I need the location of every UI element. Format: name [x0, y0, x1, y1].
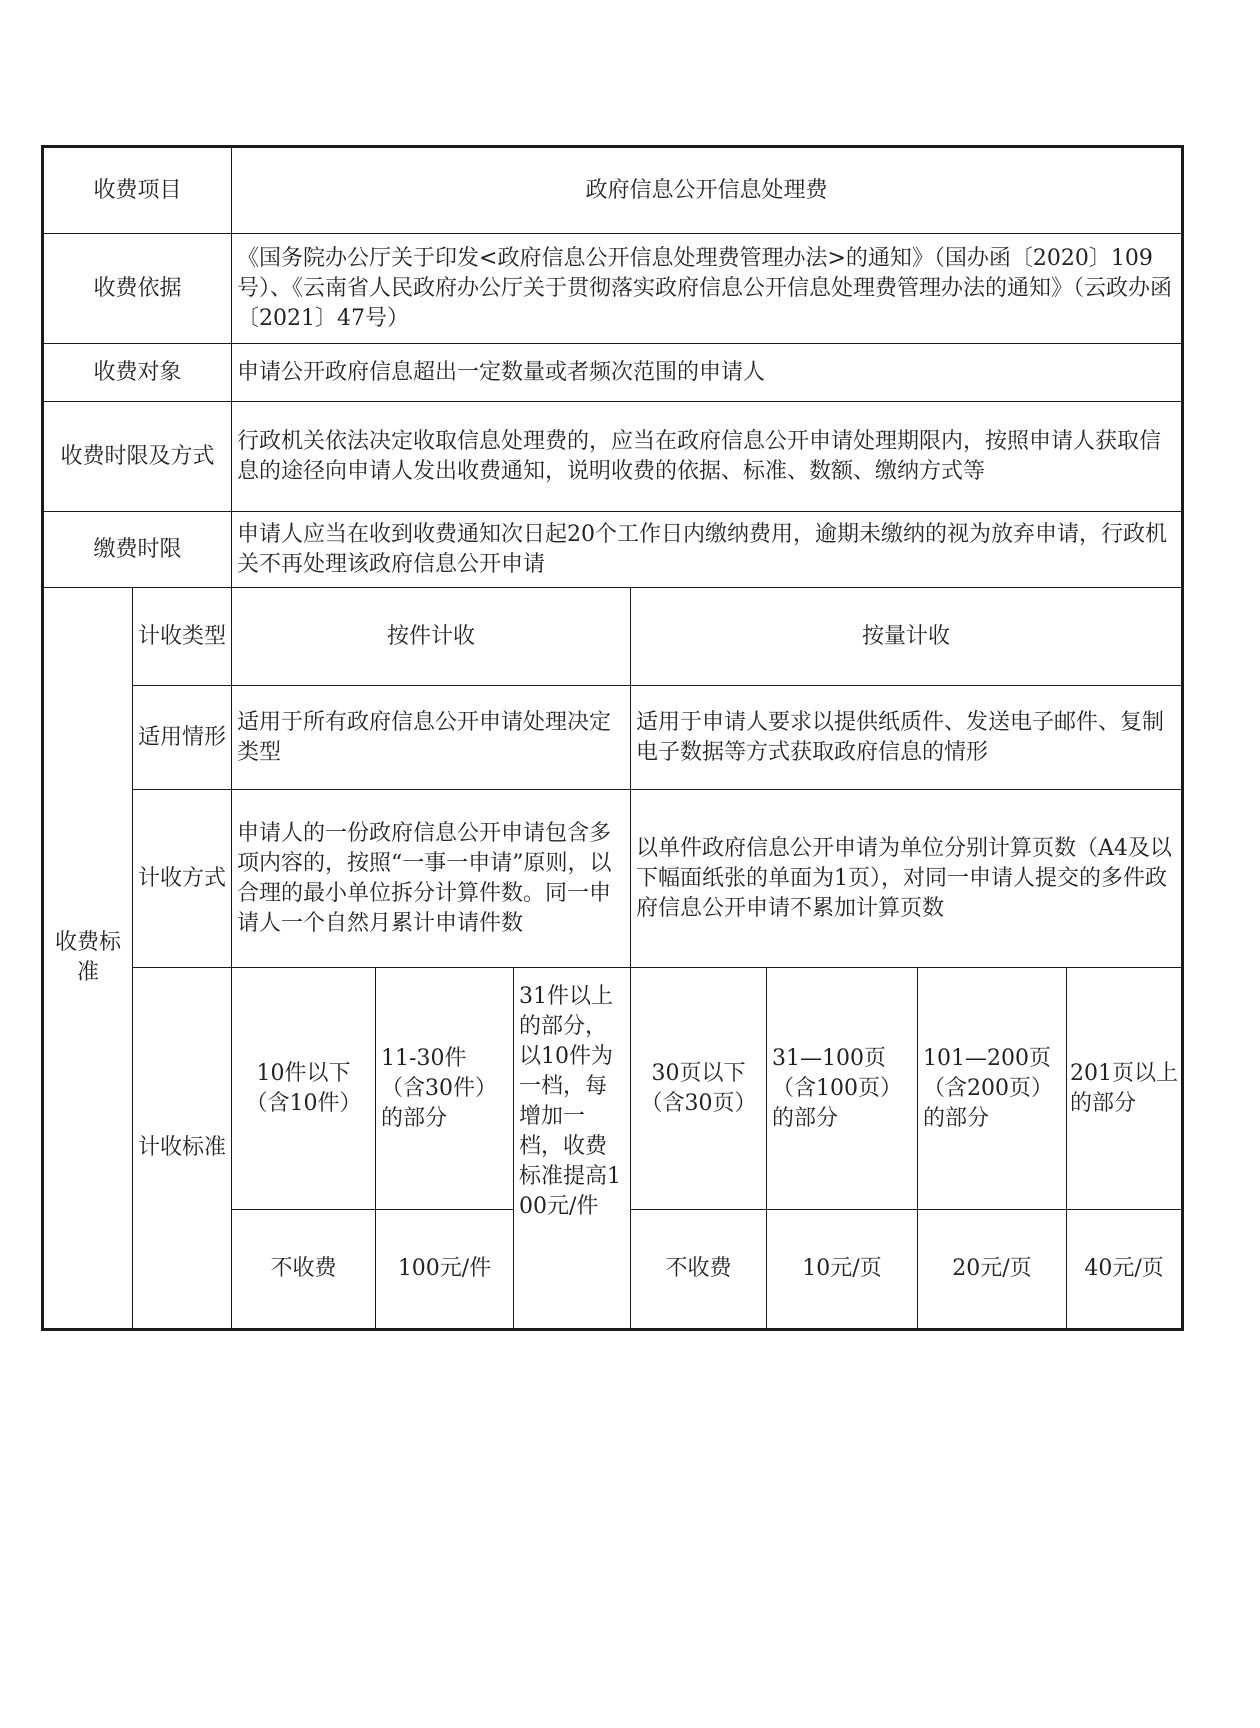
rate-price: 20元/页: [918, 1210, 1067, 1330]
label-method: 计收方式: [133, 790, 232, 968]
rate-range: 11-30件（含30件）的部分: [376, 968, 514, 1210]
value-fee-item: 政府信息公开信息处理费: [232, 147, 1183, 234]
fee-standard-table: [41, 145, 1184, 1331]
rate-range: 31—100页（含100页）的部分: [767, 968, 918, 1210]
row-charge-type: [43, 588, 1183, 686]
row-fee-target: [43, 344, 1183, 402]
row-fee-basis: [43, 234, 1183, 344]
value-method-by-volume: 以单件政府信息公开申请为单位分别计算页数（A4及以下幅面纸张的单面为1页），对同一申请人提交的多件政府信息公开申请不累加计算页数: [631, 790, 1183, 968]
row-rate-ranges: [43, 968, 1183, 1210]
label-fee-basis: 收费依据: [43, 234, 232, 344]
label-payment-deadline: 缴费时限: [43, 512, 232, 588]
rate-price: 不收费: [232, 1210, 376, 1330]
value-fee-basis: 《国务院办公厅关于印发<政府信息公开信息处理费管理办法>的通知》（国办函〔2020〕109号）、《云南省人民政府办公厅关于贯彻落实政府信息公开信息处理费管理办法的通知》（云政办函〔2021〕47号）: [232, 234, 1183, 344]
rate-range: 31件以上的部分，以10件为一档，每增加一档，收费标准提高100元/件: [514, 968, 631, 1330]
rate-price: 40元/页: [1067, 1210, 1183, 1330]
value-method-by-piece: 申请人的一份政府信息公开申请包含多项内容的，按照“一事一申请”原则，以合理的最小单位拆分计算件数。同一申请人一个自然月累计申请件数: [232, 790, 631, 968]
row-payment-deadline: [43, 512, 1183, 588]
row-method: [43, 790, 1183, 968]
rate-price: 10元/页: [767, 1210, 918, 1330]
rate-price: 不收费: [631, 1210, 767, 1330]
label-rates: 计收标准: [133, 968, 232, 1330]
rate-range: 10件以下（含10件）: [232, 968, 376, 1210]
value-charge-by-volume: 按量计收: [631, 588, 1183, 686]
value-scope-by-piece: 适用于所有政府信息公开申请处理决定类型: [232, 686, 631, 790]
value-fee-target: 申请公开政府信息超出一定数量或者频次范围的申请人: [232, 344, 1183, 402]
rate-price: 100元/件: [376, 1210, 514, 1330]
label-fee-target: 收费对象: [43, 344, 232, 402]
row-fee-item: [43, 147, 1183, 234]
row-fee-timing: [43, 402, 1183, 512]
label-scope: 适用情形: [133, 686, 232, 790]
row-scope: [43, 686, 1183, 790]
label-charge-type: 计收类型: [133, 588, 232, 686]
value-charge-by-piece: 按件计收: [232, 588, 631, 686]
value-payment-deadline: 申请人应当在收到收费通知次日起20个工作日内缴纳费用，逾期未缴纳的视为放弃申请，行政机关不再处理该政府信息公开申请: [232, 512, 1183, 588]
rate-range: 101—200页（含200页）的部分: [918, 968, 1067, 1210]
value-scope-by-volume: 适用于申请人要求以提供纸质件、发送电子邮件、复制电子数据等方式获取政府信息的情形: [631, 686, 1183, 790]
rate-range: 30页以下（含30页）: [631, 968, 767, 1210]
label-fee-item: 收费项目: [43, 147, 232, 234]
label-fee-standard: 收费标准: [43, 588, 133, 1330]
value-fee-timing: 行政机关依法决定收取信息处理费的，应当在政府信息公开申请处理期限内，按照申请人获取信息的途径向申请人发出收费通知，说明收费的依据、标准、数额、缴纳方式等: [232, 402, 1183, 512]
rate-range: 201页以上的部分: [1067, 968, 1183, 1210]
label-fee-timing: 收费时限及方式: [43, 402, 232, 512]
